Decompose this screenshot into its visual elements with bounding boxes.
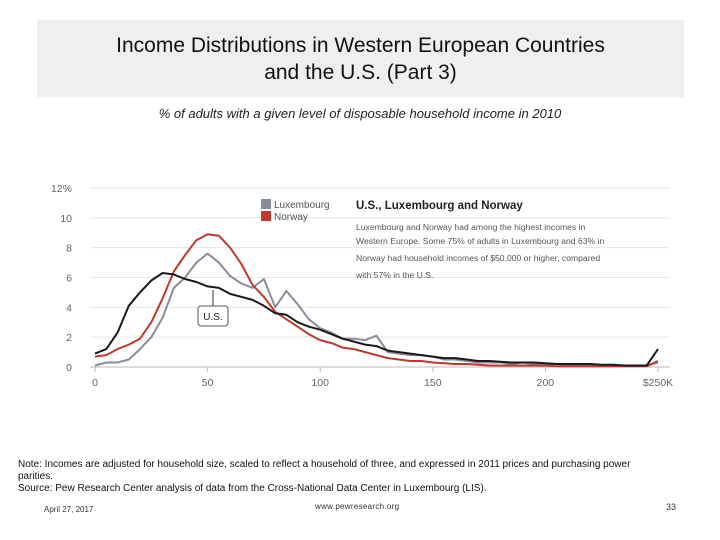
note-line: parities. xyxy=(18,471,54,482)
footer-website[interactable]: www.pewresearch.org xyxy=(315,502,400,511)
legend xyxy=(261,199,330,223)
y-tick-label: 8 xyxy=(66,242,72,255)
x-tick-label: 50 xyxy=(201,377,214,389)
annotation-title: U.S., Luxembourg and Norway xyxy=(356,200,523,212)
y-tick-label: 12% xyxy=(50,183,72,195)
x-tick-label: 200 xyxy=(536,377,555,389)
legend-swatch-norway xyxy=(261,211,271,221)
us-callout xyxy=(198,290,228,326)
x-tick-label: 150 xyxy=(424,377,442,389)
x-tick-label: 0 xyxy=(92,377,98,389)
legend-label-luxembourg: Luxembourg xyxy=(274,200,330,211)
source-line: Source: Pew Research Center analysis of data from the Cross-National Data Center in Luxembourg (LIS). xyxy=(18,483,487,494)
page-number: 33 xyxy=(666,502,677,512)
annotation-line: Western Europe. Some 75% of adults in Luxembourg and 63% in xyxy=(356,236,605,246)
legend-label-norway: Norway xyxy=(274,212,308,223)
slide-subtitle: % of adults with a given level of disposable household income in 2010 xyxy=(158,106,562,121)
note-line: Note: Incomes are adjusted for household size, scaled to reflect a household of three, and expressed in 2011 prices and purchasing power xyxy=(18,459,631,470)
annotation xyxy=(355,200,604,280)
series-line-u-s xyxy=(95,273,658,366)
x-axis-ticks xyxy=(92,367,673,389)
us-callout-label: U.S. xyxy=(203,312,223,323)
annotation-line: with 57% in the U.S. xyxy=(356,270,434,280)
x-tick-label: 100 xyxy=(311,377,329,389)
y-tick-label: 2 xyxy=(66,332,72,345)
x-tick-label: $250K xyxy=(642,377,674,389)
y-tick-label: 10 xyxy=(60,212,72,225)
annotation-line: Luxembourg and Norway had among the highest incomes in xyxy=(356,222,586,232)
legend-swatch-luxembourg xyxy=(261,199,271,209)
y-axis-ticks xyxy=(51,183,72,374)
y-tick-label: 0 xyxy=(66,362,72,374)
footer-date: April 27, 2017 xyxy=(44,505,94,514)
source-note xyxy=(18,459,704,495)
y-tick-label: 6 xyxy=(66,272,72,285)
slide-title-line1: Income Distributions in Western European Countries xyxy=(116,34,605,57)
slide-title-line2: and the U.S. (Part 3) xyxy=(264,61,457,84)
annotation-line: Norway had household incomes of $50,000 or higher, compared xyxy=(356,253,601,263)
y-tick-label: 4 xyxy=(66,302,72,315)
